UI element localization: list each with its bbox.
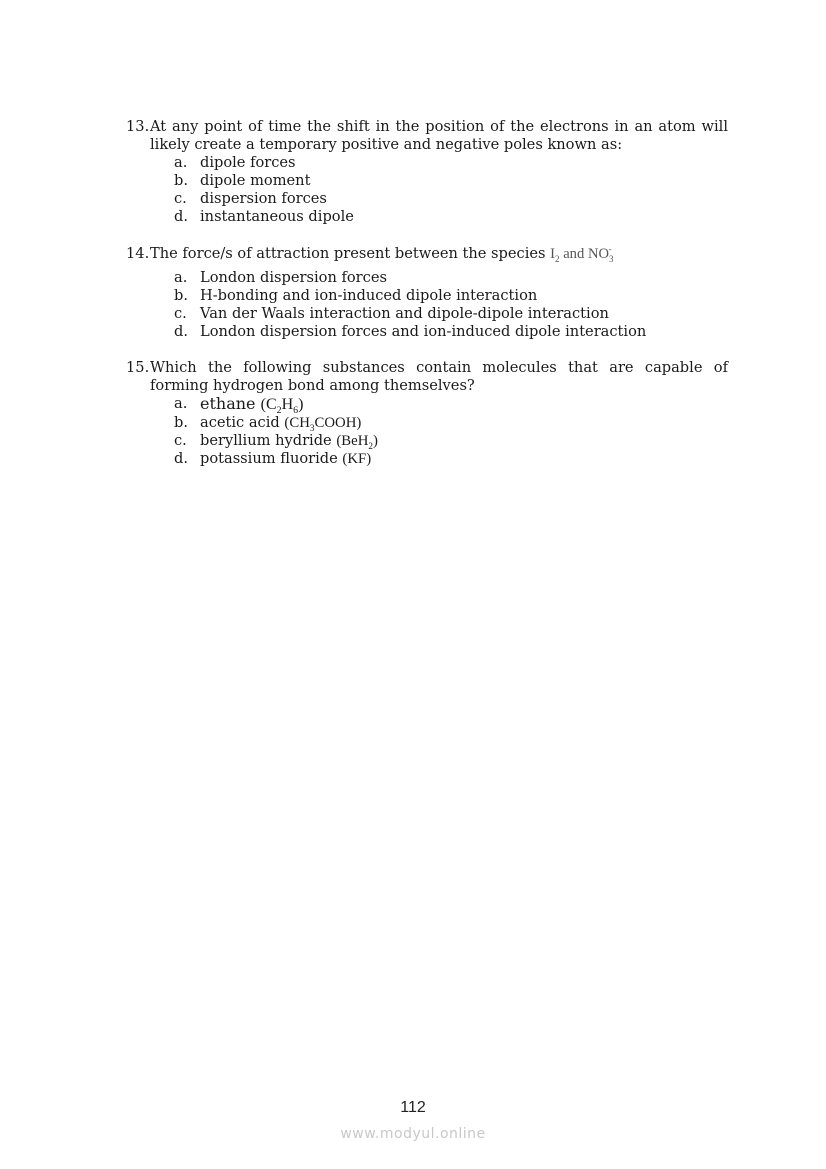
option-text: dipole forces [200,154,296,171]
question-number: 15. [126,359,150,376]
option-d[interactable] [126,450,728,468]
option-letter: b. [174,172,188,189]
option-letter: a. [174,154,188,171]
option-b[interactable] [126,414,728,432]
formula-subscript: 3 [309,422,315,433]
option-letter: d. [174,208,188,225]
option-a[interactable] [126,269,728,287]
question-text: At any point of time the shift in the position of the electrons in an atom will likely create a temporary positive and negative poles known as: [150,118,728,153]
option-letter: d. [174,450,188,467]
formula-subscript: 2 [276,405,282,417]
formula-part: H [281,396,294,413]
formula-part: (KF) [342,451,372,467]
option-letter: b. [174,414,188,431]
option-formula [260,396,304,417]
species-second: NO [587,246,610,262]
question-number: 14. [126,245,150,262]
question-14 [126,245,728,341]
species-second-charge: - [608,244,612,255]
option-list [126,154,728,226]
formula-part: (BeH [336,433,369,449]
watermark: www.modyul.online [340,1126,486,1142]
option-text: dispersion forces [200,190,327,207]
option-formula [336,433,378,449]
option-d[interactable] [126,208,728,226]
species-formula [550,244,614,264]
species-second-subscript: 3 [609,253,614,264]
option-c[interactable] [126,432,728,450]
formula-part: COOH) [314,415,362,431]
option-letter: c. [174,190,187,207]
formula-subscript: 2 [368,440,373,451]
formula-part: ) [372,433,378,449]
option-text: H-bonding and ion-induced dipole interaction [200,287,538,304]
option-d[interactable] [126,323,728,341]
option-list [126,269,728,341]
option-text: ethane [200,394,256,413]
option-a[interactable] [126,154,728,172]
option-text: potassium fluoride [200,450,338,467]
option-list [126,395,728,468]
option-text: London dispersion forces and ion-induced dipole interaction [200,323,647,340]
question-stem [126,118,728,154]
option-c[interactable] [126,190,728,208]
page-number: 112 [400,1099,426,1116]
option-b[interactable] [126,172,728,190]
formula-part: (C [260,396,277,413]
question-13 [126,118,728,226]
species-joiner: and [563,246,585,262]
option-letter: a. [174,395,188,412]
option-letter: b. [174,287,188,304]
option-c[interactable] [126,305,728,323]
option-formula [284,415,361,431]
question-stem [126,359,728,395]
question-text: The force/s of attraction present between the species [150,245,546,262]
option-formula [342,451,371,467]
species-first: I [550,246,556,262]
species-first-subscript: 2 [555,253,560,264]
question-stem [126,245,728,263]
formula-part: (CH [284,415,310,431]
formula-part: ) [298,396,304,413]
question-number: 13. [126,118,150,135]
question-15 [126,359,728,468]
option-text: acetic acid [200,414,280,431]
option-text: dipole moment [200,172,311,189]
option-letter: d. [174,323,188,340]
option-letter: c. [174,432,187,449]
option-text: beryllium hydride [200,432,332,449]
option-letter: a. [174,269,188,286]
option-text: London dispersion forces [200,269,387,286]
option-text: instantaneous dipole [200,208,354,225]
formula-subscript: 6 [293,405,299,417]
option-text: Van der Waals interaction and dipole-dipole interaction [200,305,609,322]
option-letter: c. [174,305,187,322]
question-text: Which the following substances contain molecules that are capable of forming hydrogen bond among themselves? [150,359,728,394]
option-a[interactable] [126,394,728,417]
option-b[interactable] [126,287,728,305]
